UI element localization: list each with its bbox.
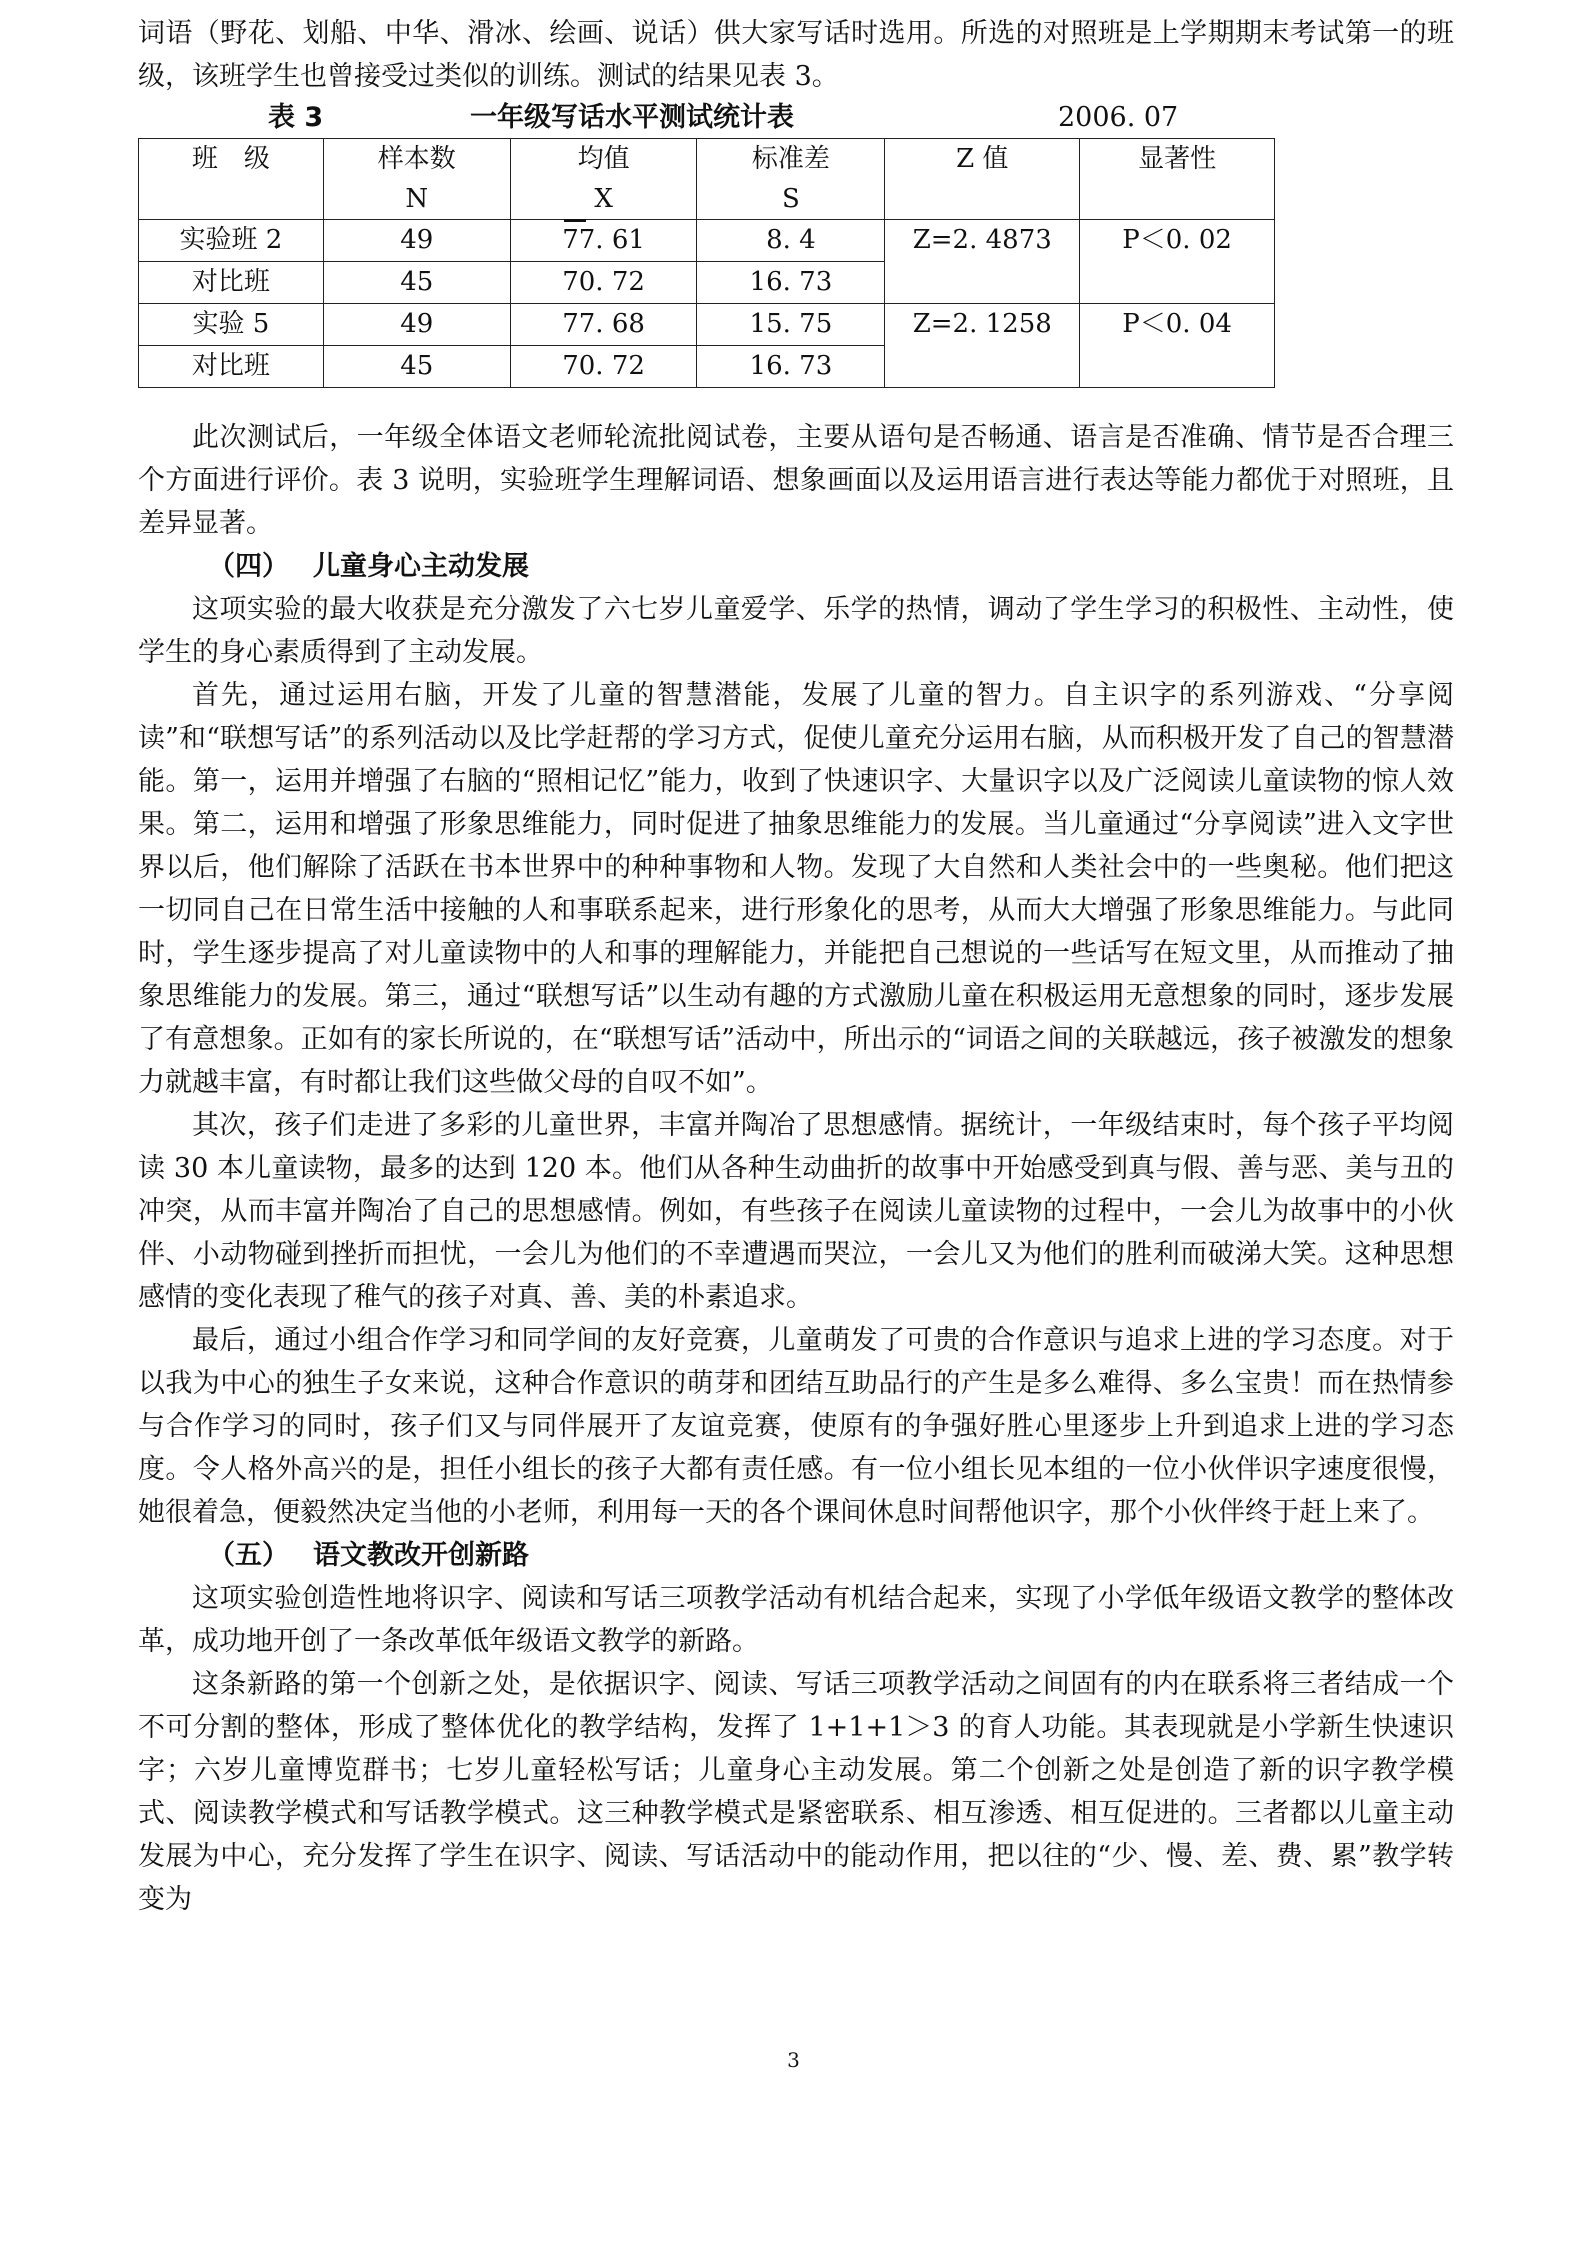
body-paragraph: 此次测试后，一年级全体语文老师轮流批阅试卷，主要从语句是否畅通、语言是否准确、情节是否合理三个方面进行评价。表 3 说明，实验班学生理解词语、想象画面以及运用语言进行表达等能力都优于对照班，且差异显著。	[138, 422, 1454, 539]
cell-mean: 70. 72	[510, 262, 697, 304]
table-row	[139, 220, 1275, 262]
cell-z: Z=2. 1258	[885, 304, 1080, 388]
table-header-row	[139, 139, 1275, 220]
header-std-dev: 标准差 S	[697, 139, 885, 220]
cell-mean: 77. 61	[510, 220, 697, 262]
intro-paragraph: 词语（野花、划船、中华、滑冰、绘画、说话）供大家写话时选用。所选的对照班是上学期期末考试第一的班级，该班学生也曾接受过类似的训练。测试的结果见表 3。	[138, 18, 1454, 92]
cell-std: 8. 4	[697, 220, 885, 262]
table-number: 表 3	[268, 102, 324, 133]
section-heading-5: （五） 语文教改开创新路	[208, 1540, 529, 1571]
cell-mean: 70. 72	[510, 346, 697, 388]
cell-class: 对比班	[139, 262, 324, 304]
cell-std: 15. 75	[697, 304, 885, 346]
header-sample-size: 样本数 N	[323, 139, 510, 220]
cell-n: 45	[323, 346, 510, 388]
statistics-table	[138, 138, 1275, 388]
cell-std: 16. 73	[697, 346, 885, 388]
document-page	[138, 12, 1454, 1921]
table-title: 一年级写话水平测试统计表	[470, 102, 794, 133]
table-caption	[138, 98, 1454, 138]
cell-p: P＜0. 04	[1080, 304, 1275, 388]
body-paragraph: 其次，孩子们走进了多彩的儿童世界，丰富并陶冶了思想感情。据统计，一年级结束时，每个孩子平均阅读 30 本儿童读物，最多的达到 120 本。他们从各种生动曲折的故事中开始感受到真与假、善与恶、美与丑的冲突，从而丰富并陶冶了自己的思想感情。例如，有些孩子在阅读儿童读物的过程中，一会儿为故事中的小伙伴、小动物碰到挫折而担忧，一会儿为他们的不幸遭遇而哭泣，一会儿又为他们的胜利而破涕大笑。这种思想感情的变化表现了稚气的孩子对真、善、美的朴素追求。	[138, 1110, 1454, 1313]
cell-n: 49	[323, 220, 510, 262]
table-row	[139, 304, 1275, 346]
header-mean: 均值 X	[510, 139, 697, 220]
table-date: 2006. 07	[1058, 102, 1179, 133]
cell-class: 实验班 2	[139, 220, 324, 262]
page-number: 3	[787, 2048, 800, 2072]
body-paragraph: 首先，通过运用右脑，开发了儿童的智慧潜能，发展了儿童的智力。自主识字的系列游戏、“分享阅读”和“联想写话”的系列活动以及比学赶帮的学习方式，促使儿童充分运用右脑，从而积极开发了自己的智慧潜能。第一，运用并增强了右脑的“照相记忆”能力，收到了快速识字、大量识字以及广泛阅读儿童读物的惊人效果。第二，运用和增强了形象思维能力，同时促进了抽象思维能力的发展。当儿童通过“分享阅读”进入文字世界以后，他们解除了活跃在书本世界中的种种事物和人物。发现了大自然和人类社会中的一些奥秘。他们把这一切同自己在日常生活中接触的人和事联系起来，进行形象化的思考，从而大大增强了形象思维能力。与此同时，学生逐步提高了对儿童读物中的人和事的理解能力，并能把自己想说的一些话写在短文里，从而推动了抽象思维能力的发展。第三，通过“联想写话”以生动有趣的方式激励儿童在积极运用无意想象的同时，逐步发展了有意想象。正如有的家长所说的，在“联想写话”活动中，所出示的“词语之间的关联越远，孩子被激发的想象力就越丰富，有时都让我们这些做父母的自叹不如”。	[138, 680, 1454, 1098]
cell-n: 45	[323, 262, 510, 304]
cell-n: 49	[323, 304, 510, 346]
body-paragraph: 这项实验的最大收获是充分激发了六七岁儿童爱学、乐学的热情，调动了学生学习的积极性、主动性，使学生的身心素质得到了主动发展。	[138, 594, 1454, 668]
header-class: 班 级	[139, 139, 324, 220]
header-z-value: Z 值	[885, 139, 1080, 220]
cell-class: 实验 5	[139, 304, 324, 346]
cell-class: 对比班	[139, 346, 324, 388]
body-paragraph: 这项实验创造性地将识字、阅读和写话三项教学活动有机结合起来，实现了小学低年级语文教学的整体改革，成功地开创了一条改革低年级语文教学的新路。	[138, 1583, 1454, 1657]
cell-z: Z=2. 4873	[885, 220, 1080, 304]
header-significance: 显著性	[1080, 139, 1275, 220]
cell-std: 16. 73	[697, 262, 885, 304]
body-paragraph: 这条新路的第一个创新之处，是依据识字、阅读、写话三项教学活动之间固有的内在联系将三者结成一个不可分割的整体，形成了整体优化的教学结构，发挥了 1+1+1＞3 的育人功能。其表现就是小学新生快速识字；六岁儿童博览群书；七岁儿童轻松写话；儿童身心主动发展。第二个创新之处是创造了新的识字教学模式、阅读教学模式和写话教学模式。这三种教学模式是紧密联系、相互渗透、相互促进的。三者都以儿童主动发展为中心，充分发挥了学生在识字、阅读、写话活动中的能动作用，把以往的“少、慢、差、费、累”教学转变为	[138, 1669, 1454, 1915]
cell-p: P＜0. 02	[1080, 220, 1275, 304]
body-paragraph: 最后，通过小组合作学习和同学间的友好竞赛，儿童萌发了可贵的合作意识与追求上进的学习态度。对于以我为中心的独生子女来说，这种合作意识的萌芽和团结互助品行的产生是多么难得、多么宝贵！而在热情参与合作学习的同时，孩子们又与同伴展开了友谊竞赛，使原有的争强好胜心里逐步上升到追求上进的学习态度。令人格外高兴的是，担任小组长的孩子大都有责任感。有一位小组长见本组的一位小伙伴识字速度很慢，她很着急，便毅然决定当他的小老师，利用每一天的各个课间休息时间帮他识字，那个小伙伴终于赶上来了。	[138, 1325, 1454, 1528]
section-heading-4: （四） 儿童身心主动发展	[208, 551, 529, 582]
cell-mean: 77. 68	[510, 304, 697, 346]
